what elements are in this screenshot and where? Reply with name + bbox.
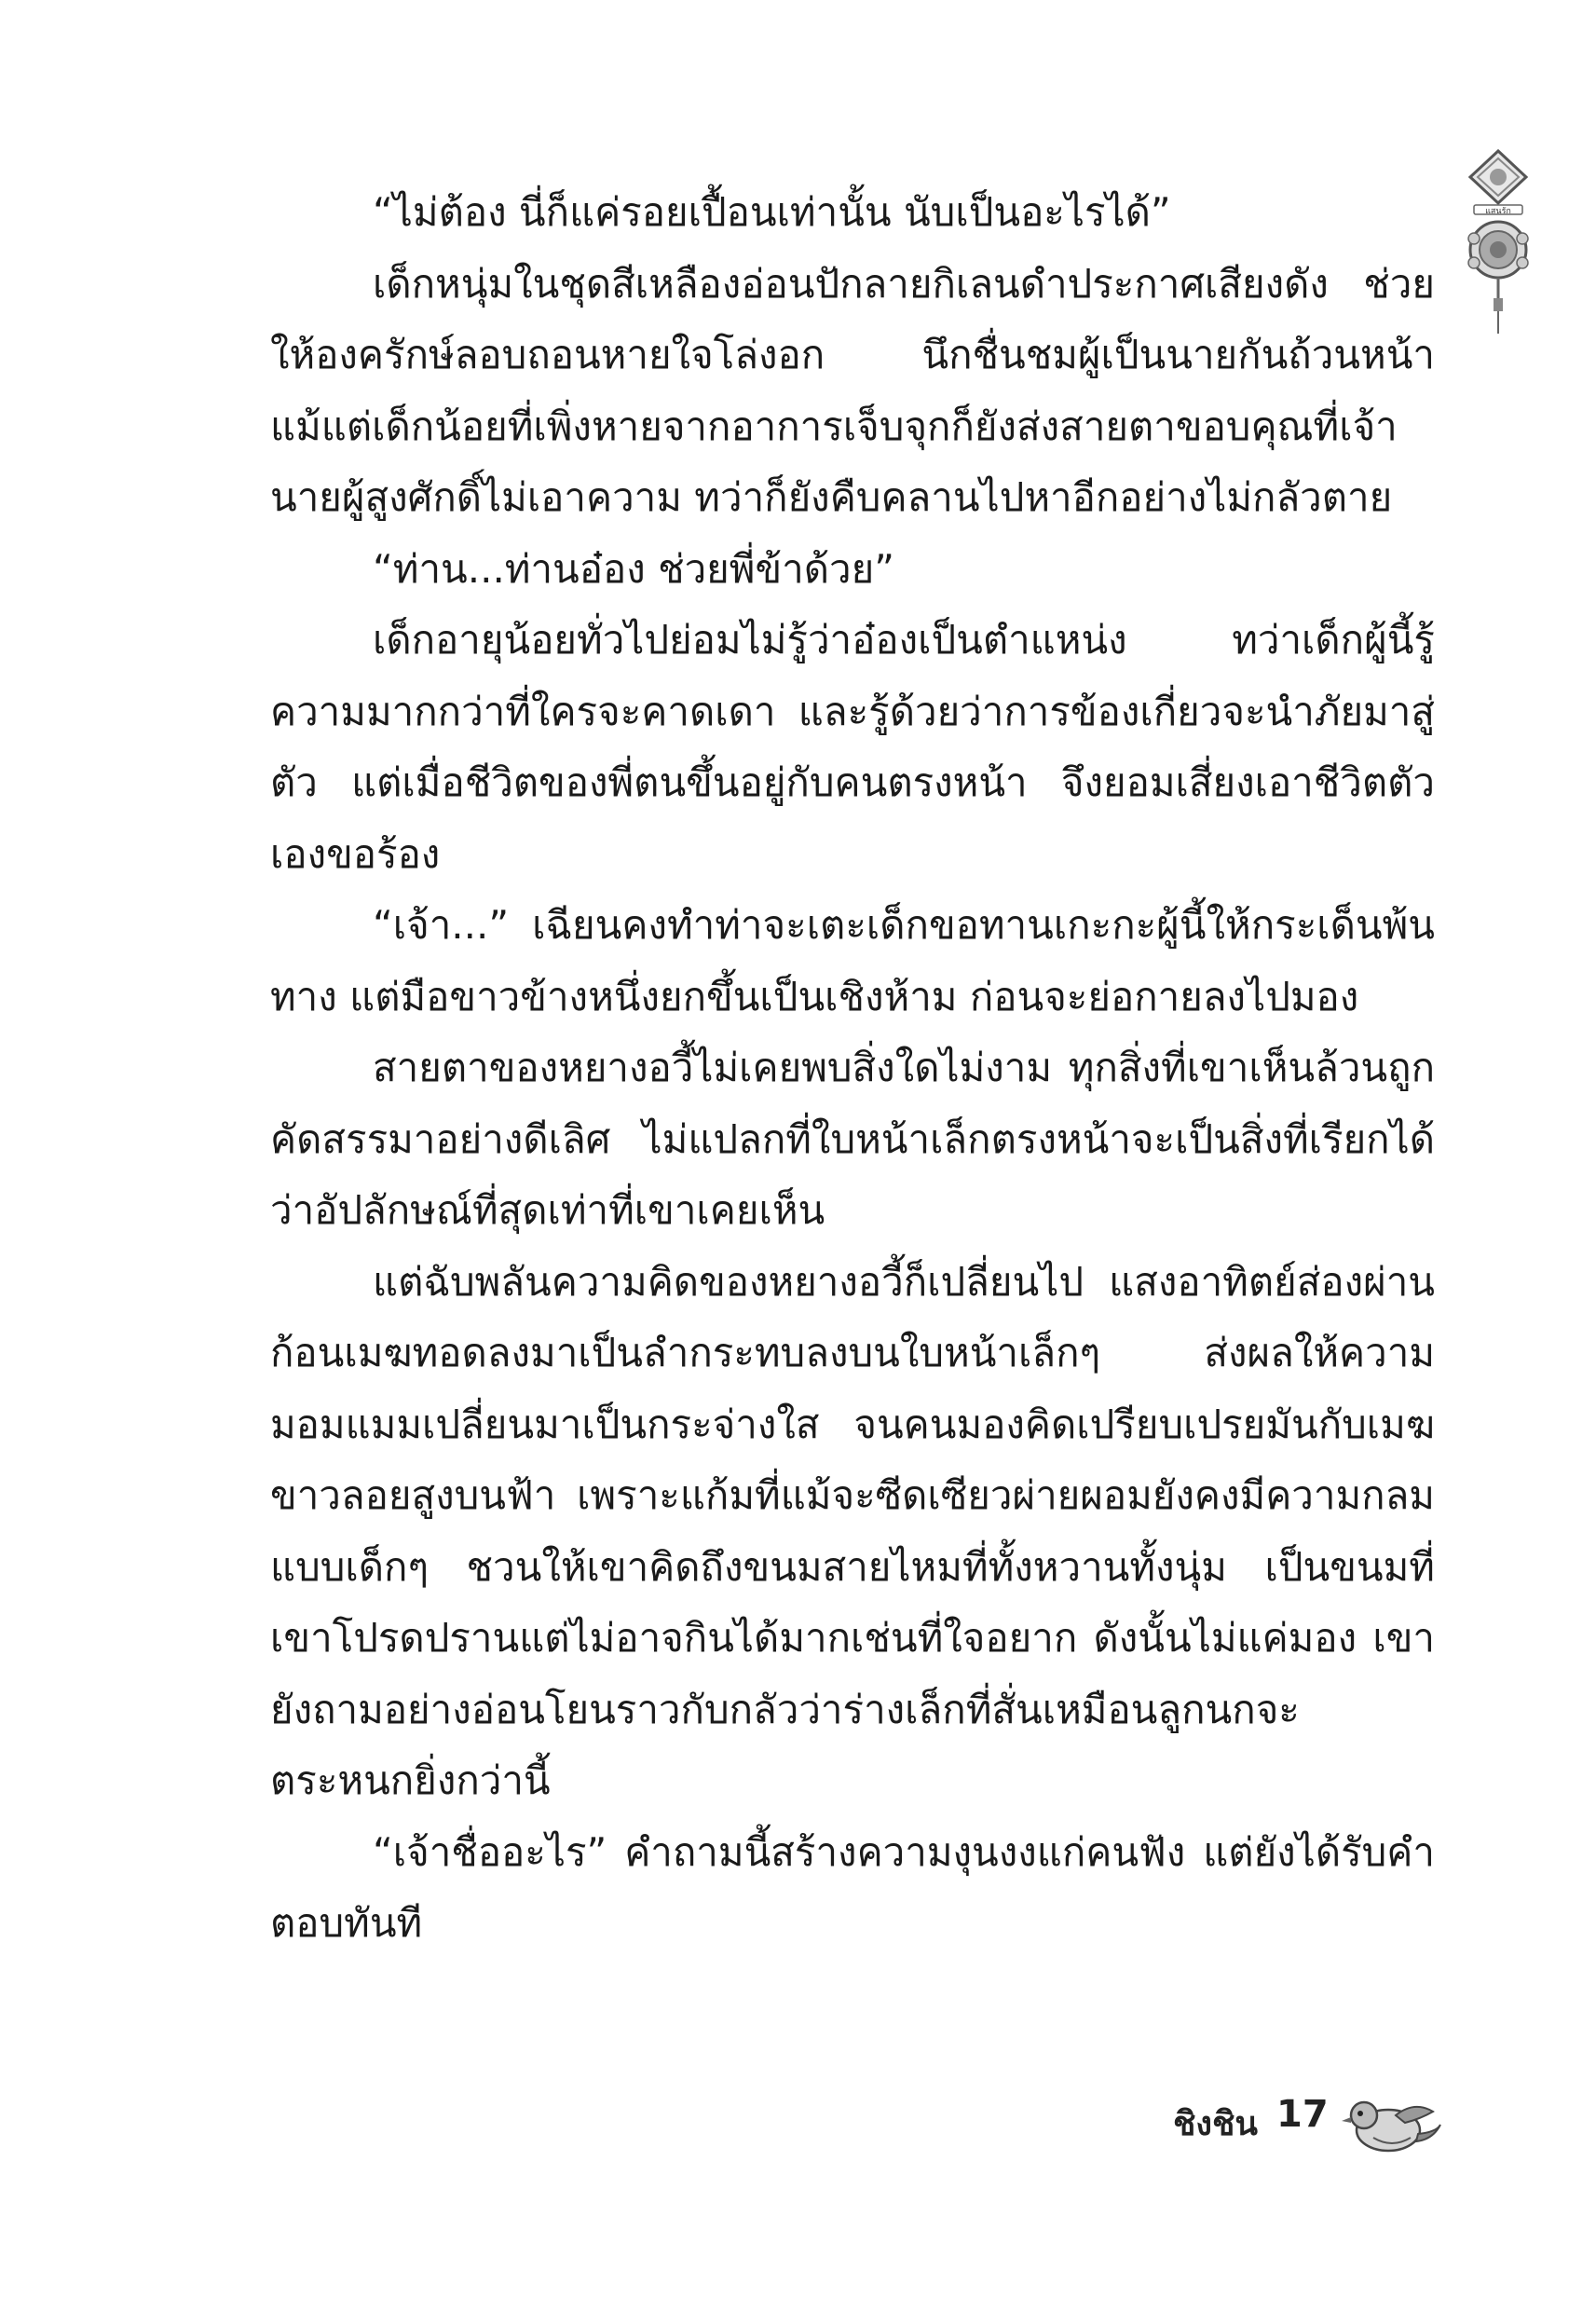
mandarin-duck-icon xyxy=(1340,2087,1442,2162)
book-title: ชิงชิน xyxy=(1172,2104,1258,2143)
paragraph: เด็กหนุ่มในชุดสีเหลืองอ่อนปักลายกิเลนดำประกาศเสียงดัง ช่วยให้องครักษ์ลอบถอนหายใจโล่งอก นึกชื่นชมผู้เป็นนายกันถ้วนหน้า แม้แต่เด็กน้อยที่เพิ่งหายจากอาการเจ็บจุกก็ยังส่งสายตาขอบคุณที่เจ้านายผู้สูงศักดิ์ไม่เอาความ ทว่าก็ยังคืบคลานไปหาอีกอย่างไม่กลัวตาย xyxy=(270,260,1435,520)
page-footer xyxy=(1127,2087,1444,2171)
paragraph: แต่ฉับพลันความคิดของหยางอวี้ก็เปลี่ยนไป แสงอาทิตย์ส่องผ่านก้อนเมฆทอดลงมาเป็นลำกระทบลงบนใบหน้าเล็กๆ ส่งผลให้ความมอมแมมเปลี่ยนมาเป็นกระจ่างใส จนคนมองคิดเปรียบเปรยมันกับเมฆขาวลอยสูงบนฟ้า เพราะแก้มที่แม้จะซีดเซียวผ่ายผอมยังคงมีความกลมแบบเด็กๆ ชวนให้เขาคิดถึงขนมสายไหมที่ทั้งหวานทั้งนุ่ม เป็นขนมที่เขาโปรดปรานแต่ไม่อาจกินได้มากเช่นที่ใจอยาก ดังนั้นไม่แค่มอง เขายังถามอย่างอ่อนโยนราวกับกลัวว่าร่างเล็กที่สั่นเหมือนลูกนกจะตระหนกยิ่งกว่านี้ xyxy=(270,1258,1435,1803)
paragraph: สายตาของหยางอวี้ไม่เคยพบสิ่งใดไม่งาม ทุกสิ่งที่เขาเห็นล้วนถูกคัดสรรมาอย่างดีเลิศ ไม่แปลกที่ใบหน้าเล็กตรงหน้าจะเป็นสิ่งที่เรียกได้ว่าอัปลักษณ์ที่สุดเท่าที่เขาเคยเห็น xyxy=(270,1045,1435,1233)
paragraph: “ท่าน...ท่านอ๋อง ช่วยพี่ข้าด้วย” xyxy=(373,545,894,592)
paragraph: เด็กอายุน้อยทั่วไปย่อมไม่รู้ว่าอ๋องเป็นตำแหน่ง ทว่าเด็กผู้นี้รู้ความมากกว่าที่ใครจะคาดเดา และรู้ด้วยว่าการข้องเกี่ยวจะนำภัยมาสู่ตัว แต่เมื่อชีวิตของพี่ตนขึ้นอยู่กับคนตรงหน้า จึงยอมเสี่ยงเอาชีวิตตัวเองขอร้อง xyxy=(270,617,1435,877)
paragraph: “เจ้า...” เฉียนคงทำท่าจะเตะเด็กขอทานเกะกะผู้นี้ให้กระเด็นพ้นทาง แต่มือขาวข้างหนึ่งยกขึ้นเป็นเชิงห้าม ก่อนจะย่อกายลงไปมอง xyxy=(270,902,1435,1019)
story-text xyxy=(270,177,1435,1960)
publisher-mark: แสนรัก xyxy=(1485,207,1511,216)
page-number: 17 xyxy=(1276,2093,1329,2136)
paragraph: “เจ้าชื่ออะไร” คำถามนี้สร้างความงุนงงแก่คนฟัง แต่ยังได้รับคำตอบทันที xyxy=(270,1828,1435,1946)
paragraph: “ไม่ต้อง นี่ก็แค่รอยเปื้อนเท่านั้น นับเป็นอะไรได้” xyxy=(373,189,1171,235)
chinese-knot-emblem-icon xyxy=(1461,149,1535,335)
